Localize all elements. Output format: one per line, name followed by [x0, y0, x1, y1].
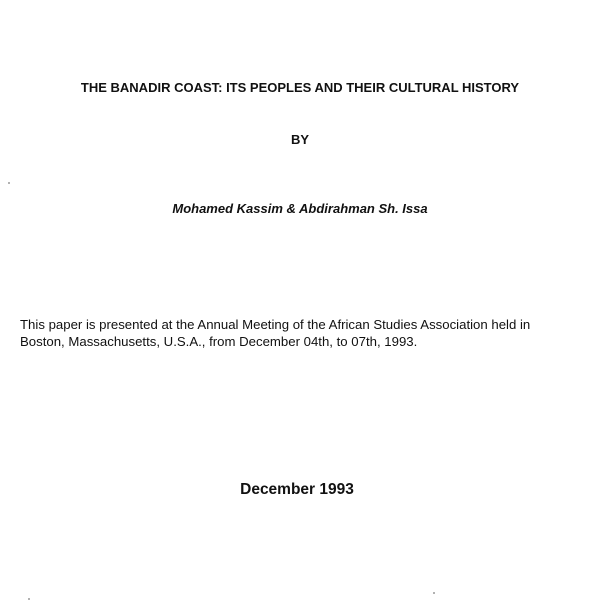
paper-title: THE BANADIR COAST: ITS PEOPLES AND THEIR CULTURAL HISTORY [80, 80, 520, 95]
author-names: Mohamed Kassim & Abdirahman Sh. Issa [172, 201, 428, 216]
scan-speck [433, 592, 435, 594]
publication-date: December 1993 [240, 481, 354, 498]
scan-speck [28, 598, 30, 600]
presentation-statement [20, 316, 605, 350]
statement-line-1: This paper is presented at the Annual Meeting of the African Studies Association held in [20, 317, 531, 332]
by-line: BY [290, 132, 310, 147]
scan-speck [8, 182, 10, 184]
statement-line-2: Boston, Massachusetts, U.S.A., from December 04th, to 07th, 1993. [20, 334, 418, 349]
